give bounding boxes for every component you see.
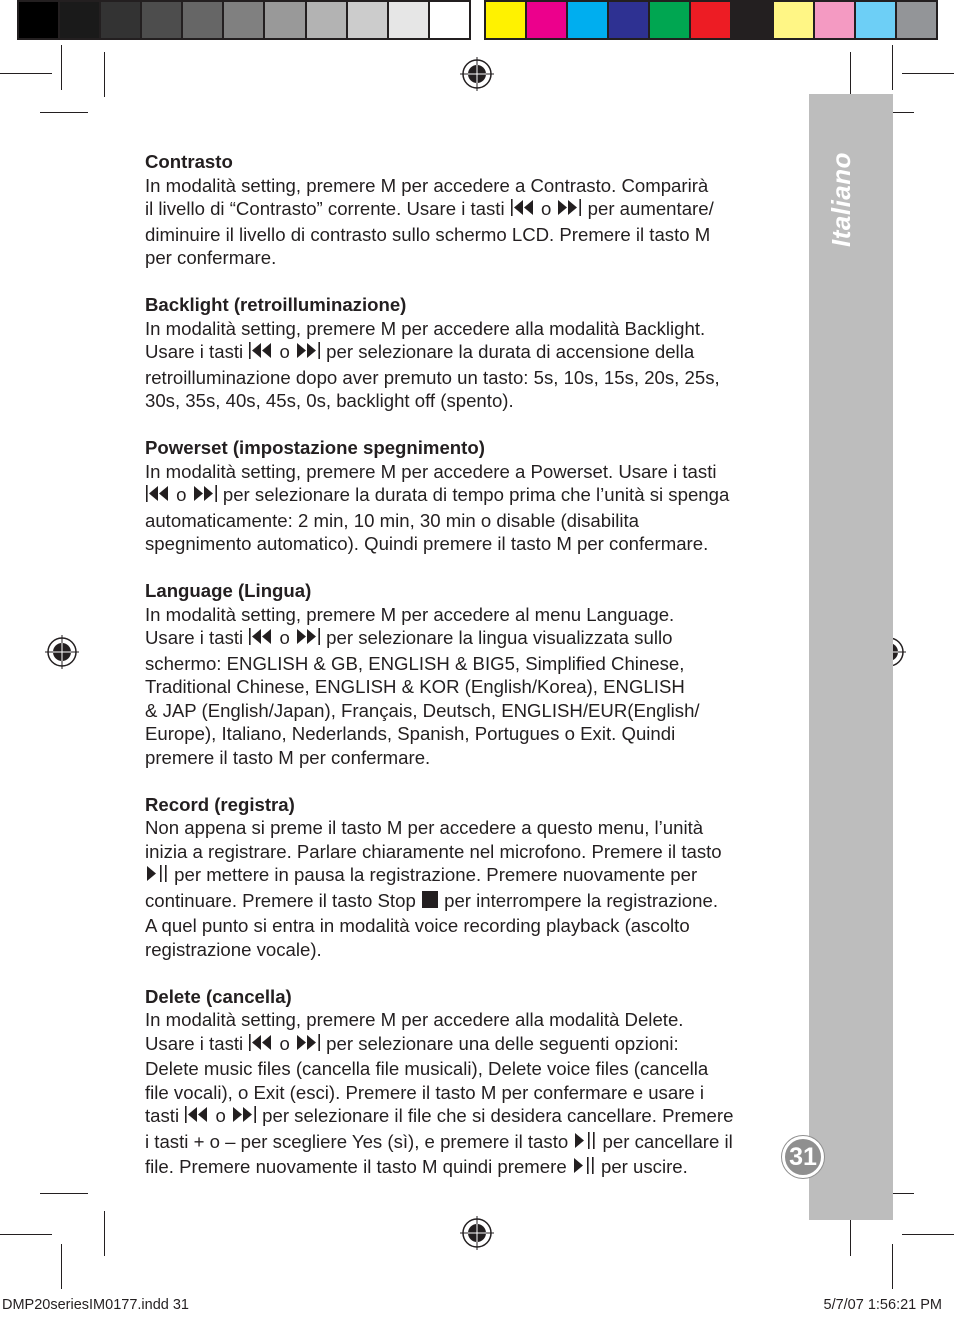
section-title: Language (Lingua) [145, 580, 312, 601]
play-pause-icon [145, 864, 169, 889]
text-run: spegnimento automatico). Quindi premere il tasto M per confermare. [145, 533, 709, 554]
text-run: il livello di “Contrasto” corrente. Usare i tasti [145, 198, 510, 219]
footer-file-info: DMP20seriesIM0177.indd 31 [2, 1297, 189, 1313]
text-run: schermo: ENGLISH & GB, ENGLISH & BIG5, Simplified Chinese, [145, 652, 685, 674]
next-track-icon [192, 484, 218, 509]
color-swatch [648, 0, 691, 40]
next-track-icon [295, 1033, 321, 1058]
registration-mark-top [460, 57, 494, 91]
text-run: Usare i tasti [145, 1032, 249, 1054]
color-swatch [895, 0, 938, 40]
section-title: Delete (cancella) [145, 985, 292, 1007]
section-body [145, 317, 775, 413]
text-run: & JAP (English/Japan), Français, Deutsch, ENGLISH/EUR(English/ [145, 699, 700, 721]
gray-swatch [387, 0, 430, 40]
section-body [145, 174, 775, 270]
section [145, 579, 775, 769]
text-run: per selezionare il file che si desidera cancellare. Premere [256, 1105, 734, 1126]
page-number-badge: 31 [782, 1136, 824, 1178]
text-run: file vocali), o Exit (esci). Premere il tasto M per confermare e usare i [145, 1081, 705, 1103]
text-run: diminuire il livello di contrasto sullo schermo LCD. Premere il tasto M [145, 223, 711, 245]
next-track-icon [295, 341, 321, 366]
play-pause-icon [572, 1156, 596, 1181]
previous-track-icon [248, 341, 274, 366]
text-run: per confermare. [145, 247, 277, 268]
color-swatch [566, 0, 609, 40]
gray-swatch [305, 0, 348, 40]
text-run: premere il tasto M per confermare. [145, 746, 431, 768]
section [145, 293, 775, 413]
gray-swatch [17, 0, 60, 40]
text-run: Usare i tasti [145, 627, 249, 648]
text-run: o [274, 341, 296, 362]
section-title: Record (registra) [145, 793, 295, 815]
text-run: per aumentare/ [582, 198, 714, 219]
text-run: In modalità setting, premere M per accedere alla modalità Backlight. [145, 317, 706, 339]
stop-icon [421, 890, 439, 915]
section-body [145, 1008, 775, 1181]
section-body [145, 816, 775, 961]
text-run: automaticamente: 2 min, 10 min, 30 min o disable (disabilita [145, 509, 640, 531]
manual-content [145, 150, 775, 1204]
text-run: per selezionare la durata di tempo prima che l’unità si spenga [217, 484, 730, 505]
language-sidebar [809, 94, 893, 1220]
color-swatch [689, 0, 732, 40]
color-swatch [484, 0, 527, 40]
section [145, 793, 775, 962]
text-run: per selezionare una delle seguenti opzioni: [321, 1032, 679, 1054]
section-title: Contrasto [145, 151, 233, 172]
gray-swatch [181, 0, 224, 40]
next-track-icon [231, 1105, 257, 1130]
section-title: Powerset (impostazione spegnimento) [145, 437, 485, 458]
text-run: per mettere in pausa la registrazione. Premere nuovamente per [169, 864, 698, 885]
text-run: Non appena si preme il tasto M per accedere a questo menu, l’unità [145, 817, 704, 838]
text-run: tasti [145, 1105, 185, 1126]
text-run: Usare i tasti [145, 341, 249, 362]
text-run: In modalità setting, premere M per accedere al menu Language. [145, 603, 675, 625]
color-swatch [813, 0, 856, 40]
text-run: i tasti + o – per scegliere Yes (sì), e premere il tasto [145, 1130, 574, 1152]
gray-swatch [99, 0, 142, 40]
text-run: o [210, 1105, 231, 1126]
text-run: In modalità setting, premere M per accedere a Powerset. Usare i tasti [145, 460, 717, 482]
previous-track-icon [248, 1033, 274, 1058]
text-run: file. Premere nuovamente il tasto M quindi premere [145, 1156, 572, 1177]
gray-swatch [222, 0, 265, 40]
section-title: Backlight (retroilluminazione) [145, 294, 407, 315]
color-swatch [525, 0, 568, 40]
section [145, 150, 775, 270]
text-run: 30s, 35s, 40s, 45s, 0s, backlight off (spento). [145, 390, 514, 411]
text-run: o [274, 627, 296, 648]
gray-swatch [428, 0, 471, 40]
registration-mark-bottom [460, 1216, 494, 1250]
text-run: o [171, 484, 192, 505]
previous-track-icon [510, 198, 536, 223]
previous-track-icon [248, 627, 274, 652]
text-run: Europe), Italiano, Nederlands, Spanish, Portugues o Exit. Quindi [145, 723, 676, 744]
next-track-icon [295, 627, 321, 652]
gray-swatch [263, 0, 306, 40]
text-run: Traditional Chinese, ENGLISH & KOR (English/Korea), ENGLISH [145, 676, 685, 697]
text-run: o [535, 198, 557, 219]
color-swatch [772, 0, 815, 40]
color-swatch [854, 0, 897, 40]
text-run: In modalità setting, premere M per accedere alla modalità Delete. [145, 1009, 684, 1030]
text-run: continuare. Premere il tasto Stop [145, 889, 421, 911]
previous-track-icon [184, 1105, 210, 1130]
section-body [145, 603, 775, 770]
registration-mark-left [45, 635, 79, 669]
language-label: Italiano [826, 151, 856, 247]
gray-swatch [58, 0, 101, 40]
next-track-icon [556, 198, 582, 223]
section [145, 985, 775, 1181]
footer-timestamp: 5/7/07 1:56:21 PM [823, 1297, 942, 1313]
grayscale-calibration-bar [17, 0, 471, 44]
text-run: per selezionare la durata di accensione della [321, 341, 695, 362]
text-run: Delete music files (cancella file musicali), Delete voice files (cancella [145, 1058, 709, 1079]
previous-track-icon [145, 484, 171, 509]
text-run: per uscire. [595, 1156, 688, 1177]
text-run: per selezionare la lingua visualizzata sullo [321, 627, 673, 648]
text-run: inizia a registrare. Parlare chiaramente nel microfono. Premere il tasto [145, 840, 722, 862]
section [145, 436, 775, 556]
gray-swatch [346, 0, 389, 40]
text-run: o [274, 1032, 296, 1054]
text-run: per interrompere la registrazione. [438, 889, 718, 911]
text-run: registrazione vocale). [145, 938, 322, 960]
color-swatch [730, 0, 773, 40]
text-run: A quel punto si entra in modalità voice recording playback (ascolto [145, 915, 690, 936]
text-run: per cancellare il [597, 1130, 733, 1152]
color-calibration-bar [484, 0, 938, 44]
color-swatch [607, 0, 650, 40]
gray-swatch [140, 0, 183, 40]
text-run: In modalità setting, premere M per accedere a Contrasto. Comparirà [145, 174, 709, 196]
play-pause-icon [573, 1131, 597, 1156]
text-run: retroilluminazione dopo aver premuto un tasto: 5s, 10s, 15s, 20s, 25s, [145, 366, 720, 388]
section-body [145, 460, 775, 556]
